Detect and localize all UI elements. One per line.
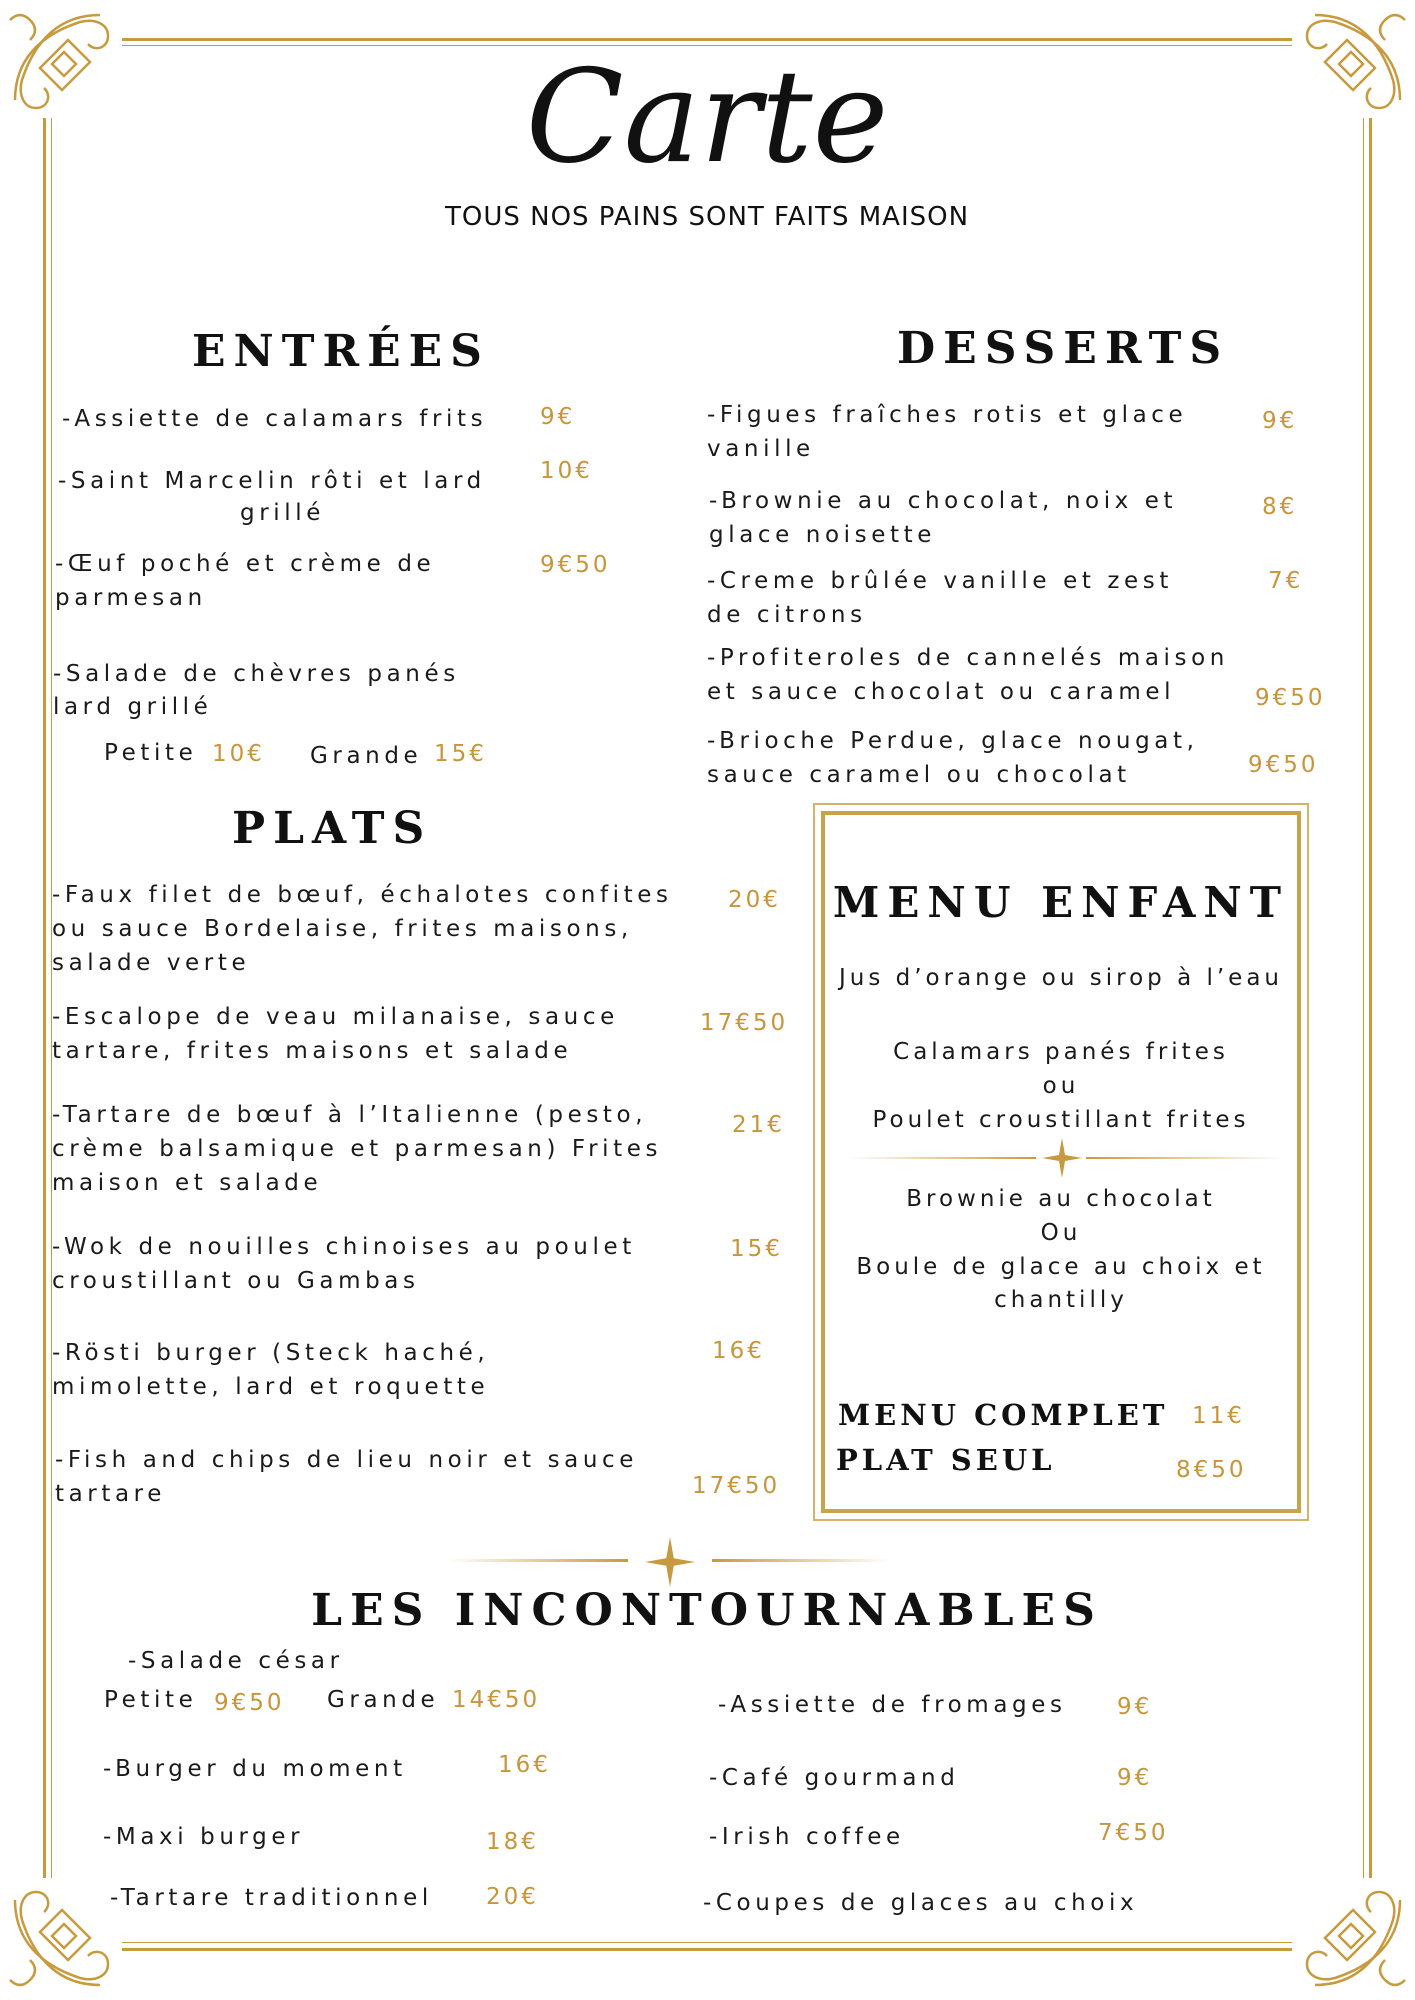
corner-ornament-bottom-right-icon [1290, 1875, 1415, 2000]
dessert-4-label: -Profiteroles de cannelés maison [707, 645, 1229, 671]
frame-bottom-line-inner [122, 1942, 1292, 1943]
incontournable-left-4-price: 20€ [486, 1884, 539, 1910]
plat-5-label-line2: mimolette, lard et roquette [52, 1374, 490, 1400]
page-title: Carte [525, 43, 889, 192]
plat-seul-price: 8€50 [1176, 1457, 1247, 1483]
dessert-2-price: 8€ [1262, 494, 1298, 520]
entree-4-label-line2: lard grillé [53, 694, 213, 720]
incontournable-left-1-large-label: Grande [327, 1687, 440, 1713]
incontournable-left-2-label: -Burger du moment [103, 1756, 407, 1782]
entrees-title: ENTRÉES [192, 326, 490, 377]
entree-4-small-label: Petite [104, 740, 198, 766]
menu-complet-label: MENU COMPLET [838, 1398, 1169, 1432]
menu-enfant-drink: Jus d’orange ou sirop à l’eau [838, 965, 1284, 991]
dessert-3-label: -Creme brûlée vanille et zest [707, 568, 1173, 594]
plat-2-price: 17€50 [700, 1010, 789, 1036]
entree-3-label: -Œuf poché et crème de [55, 551, 436, 577]
entree-4-small-price: 10€ [212, 741, 265, 767]
frame-left-line-outer [43, 118, 46, 1878]
dessert-1-price: 9€ [1262, 408, 1298, 434]
incontournable-left-3-label: -Maxi burger [103, 1824, 305, 1850]
plat-2-label: -Escalope de veau milanaise, sauce [52, 1004, 619, 1030]
incontournable-right-3-label: -Irish coffee [709, 1824, 905, 1850]
frame-bottom-line-outer [122, 1948, 1292, 1951]
dessert-2-label: -Brownie au chocolat, noix et [709, 488, 1178, 514]
incontournable-left-1-label: -Salade césar [128, 1648, 344, 1674]
plat-1-label-line3: salade verte [52, 950, 251, 976]
incontournable-left-1-small-price: 9€50 [214, 1690, 285, 1716]
menu-enfant-main-or: ou [1042, 1073, 1080, 1099]
plat-6-price: 17€50 [692, 1473, 781, 1499]
plat-6-label-line2: tartare [55, 1481, 166, 1507]
incontournable-right-2-label: -Café gourmand [709, 1765, 960, 1791]
menu-enfant-divider-right [1086, 1157, 1284, 1159]
plat-seul-label: PLAT SEUL [836, 1443, 1056, 1477]
incontournable-right-1-price: 9€ [1117, 1694, 1153, 1720]
entree-4-large-label: Grande [310, 743, 423, 769]
menu-enfant-dessert-2: Boule de glace au choix et [856, 1254, 1266, 1280]
plat-1-label: -Faux filet de bœuf, échalotes confites [52, 882, 673, 908]
plat-2-label-line2: tartare, frites maisons et salade [52, 1038, 573, 1064]
plat-3-price: 21€ [732, 1112, 785, 1138]
page-subtitle: TOUS NOS PAINS SONT FAITS MAISON [444, 202, 970, 232]
dessert-1-label-line2: vanille [707, 436, 815, 462]
entree-4-label: -Salade de chèvres panés [53, 661, 460, 687]
incontournable-left-4-label: -Tartare traditionnel [110, 1885, 433, 1911]
corner-ornament-bottom-left-icon [0, 1875, 125, 2000]
incontournable-left-3-price: 18€ [486, 1829, 539, 1855]
plat-4-price: 15€ [730, 1236, 783, 1262]
dessert-4-label-line2: et sauce chocolat ou caramel [707, 679, 1176, 705]
dessert-2-label-line2: glace noisette [709, 522, 936, 548]
menu-enfant-star-icon [1042, 1138, 1082, 1178]
incontournable-left-2-price: 16€ [498, 1752, 551, 1778]
desserts-title: DESSERTS [897, 323, 1230, 374]
plat-4-label: -Wok de nouilles chinoises au poulet [52, 1234, 636, 1260]
incontournables-divider-left [448, 1559, 628, 1562]
menu-enfant-dessert-1: Brownie au chocolat [906, 1186, 1216, 1212]
entree-2-label-line2: grillé [240, 500, 325, 526]
dessert-5-price: 9€50 [1248, 752, 1319, 778]
plat-1-price: 20€ [728, 887, 781, 913]
dessert-5-label-line2: sauce caramel ou chocolat [707, 762, 1131, 788]
menu-enfant-main-2: Poulet croustillant frites [872, 1107, 1250, 1133]
incontournable-right-3-price: 7€50 [1098, 1820, 1169, 1846]
dessert-3-label-line2: de citrons [707, 602, 867, 628]
menu-enfant-main-1: Calamars panés frites [893, 1039, 1229, 1065]
incontournables-star-icon [645, 1537, 695, 1587]
corner-ornament-top-left-icon [0, 0, 125, 125]
entree-1-label: -Assiette de calamars frits [62, 406, 488, 432]
entree-1-price: 9€ [540, 404, 576, 430]
menu-enfant-dessert-3: chantilly [994, 1287, 1128, 1313]
incontournable-left-1-small-label: Petite [104, 1687, 198, 1713]
plat-4-label-line2: croustillant ou Gambas [52, 1268, 420, 1294]
menu-enfant-title: MENU ENFANT [832, 878, 1290, 927]
plat-3-label-line2: crème balsamique et parmesan) Frites [52, 1136, 663, 1162]
incontournables-divider-right [712, 1559, 890, 1562]
entree-2-label: -Saint Marcelin rôti et lard [58, 468, 486, 494]
menu-enfant-dessert-or: Ou [1040, 1220, 1082, 1246]
incontournable-right-2-price: 9€ [1117, 1765, 1153, 1791]
plat-5-label: -Rösti burger (Steck haché, [52, 1340, 490, 1366]
menu-complet-price: 11€ [1192, 1403, 1245, 1429]
entree-4-large-price: 15€ [434, 741, 487, 767]
incontournable-left-1-large-price: 14€50 [452, 1687, 541, 1713]
plat-5-price: 16€ [712, 1338, 765, 1364]
entree-2-price: 10€ [540, 458, 593, 484]
dessert-5-label: -Brioche Perdue, glace nougat, [707, 728, 1199, 754]
incontournable-right-4-label: -Coupes de glaces au choix [703, 1890, 1139, 1916]
entree-3-label-line2: parmesan [55, 585, 207, 611]
frame-right-line-inner [1363, 118, 1364, 1878]
menu-enfant-divider-left [848, 1157, 1036, 1159]
incontournables-title: LES INCONTOURNABLES [311, 1585, 1103, 1636]
frame-left-line-inner [51, 118, 52, 1878]
dessert-4-price: 9€50 [1255, 685, 1326, 711]
corner-ornament-top-right-icon [1290, 0, 1415, 125]
plat-6-label: -Fish and chips de lieu noir et sauce [55, 1447, 639, 1473]
dessert-3-price: 7€ [1268, 568, 1304, 594]
incontournable-right-1-label: -Assiette de fromages [718, 1692, 1067, 1718]
plat-3-label: -Tartare de bœuf à l’Italienne (pesto, [52, 1102, 648, 1128]
frame-right-line-outer [1369, 118, 1372, 1878]
plat-3-label-line3: maison et salade [52, 1170, 323, 1196]
plats-title: PLATS [232, 803, 433, 854]
dessert-1-label: -Figues fraîches rotis et glace [707, 402, 1188, 428]
entree-3-price: 9€50 [540, 552, 611, 578]
plat-1-label-line2: ou sauce Bordelaise, frites maisons, [52, 916, 633, 942]
